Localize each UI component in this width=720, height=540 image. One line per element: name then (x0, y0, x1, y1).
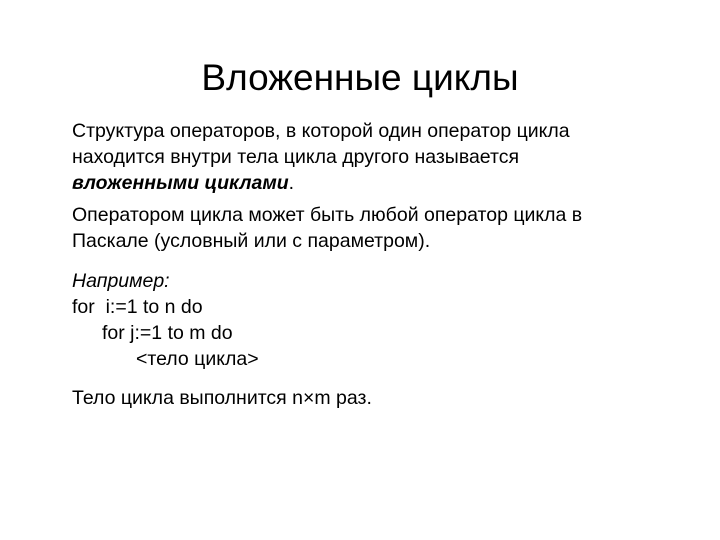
definition-term-suffix: . (288, 172, 295, 194)
example-block (72, 268, 692, 372)
note-paragraph (72, 202, 692, 254)
code-line-loop-body: <тело цикла> (136, 348, 259, 370)
definition-line-3 (72, 170, 692, 196)
slide-body (72, 118, 692, 411)
definition-term: вложенными циклами (72, 172, 289, 194)
definition-line-1: Структура операторов, в которой один оператор цикла (72, 120, 570, 142)
note-line-2: Паскале (условный или с параметром). (72, 230, 431, 252)
slide-title: Вложенные циклы (201, 57, 519, 98)
conclusion-paragraph: Тело цикла выполнится n×m раз. (72, 387, 372, 409)
code-line-outer-loop: for i:=1 to n do (72, 296, 203, 318)
definition-line-2: находится внутри тела цикла другого называется (72, 146, 520, 168)
code-line-inner-loop: for j:=1 to m do (102, 322, 233, 344)
note-line-1: Оператором цикла может быть любой оператор цикла в (72, 204, 583, 226)
example-label: Например: (72, 270, 170, 292)
definition-paragraph (72, 118, 692, 196)
